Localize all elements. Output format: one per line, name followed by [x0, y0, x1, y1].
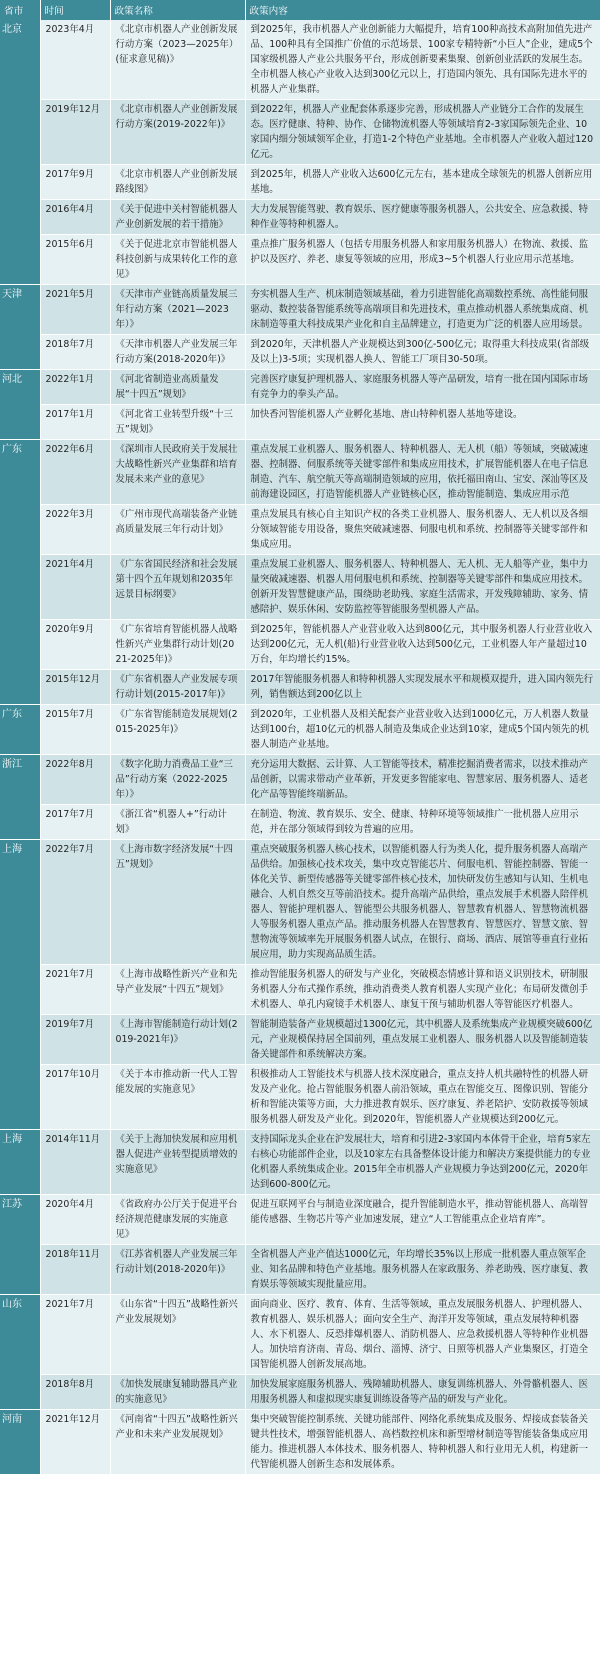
policy-content-cell: 全省机器人产业产值达1000亿元，年均增长35%以上形成一批机器人重点领军企业、知名品牌和特色产业基地。服务机器人在家政服务、养老助残、医疗康复、教育娱乐等领域实现批量应用。 — [245, 1245, 600, 1295]
policy-name-cell: 《上海市战略性新兴产业和先导产业发展“十四五”规划》 — [110, 965, 245, 1015]
table-row — [0, 1130, 600, 1195]
policy-name-cell: 《广东省国民经济和社会发展第十四个五年规划和2035年远景目标纲要》 — [110, 555, 245, 620]
time-cell: 2022年6月 — [40, 440, 110, 505]
table-row — [0, 1195, 600, 1245]
province-cell: 北京 — [0, 20, 40, 285]
table-row — [0, 20, 600, 100]
policy-name-cell: 《关于上海加快发展和应用机器人促进产业转型提质增效的实施意见》 — [110, 1130, 245, 1195]
policy-name-cell: 《省政府办公厅关于促进平台经济规范健康发展的实施意见》 — [110, 1195, 245, 1245]
policy-name-cell: 《广州市现代高端装备产业链高质量发展三年行动计划》 — [110, 505, 245, 555]
policy-content-cell: 重点突破服务机器人核心技术，以智能机器人行为类人化，提升服务机器人高端产品供给。加强核心技术攻关，集中攻克智能芯片、伺服电机、智能控制器、智能一体化关节、新型传感器等关键零部件核心技术，加快研发仿生感知与认知、生机电融合、人机自然交互等前沿技术。提升高端产品供给，重点发展手术机器人陪伴机器人、智能护理机器人、智能型公共服务机器人、智慧教育机器人、智慧物流机器人等服务机器人重点产品。推动服务机器人在智慧教育、智慧医疗、智慧文旅、智慧物流等领域率先开展服务机器人试点，在银行、商场、酒店、展馆等垂直行业拓展应用，助力实现高品质生活。 — [245, 840, 600, 965]
table-row — [0, 335, 600, 370]
header-policy-content: 政策内容 — [245, 0, 600, 20]
time-cell: 2015年7月 — [40, 705, 110, 755]
table-row — [0, 370, 600, 405]
policy-name-cell: 《河北省制造业高质量发展“十四五”规划》 — [110, 370, 245, 405]
policy-content-cell: 推动智能服务机器人的研发与产业化，突破模态情感计算和语义识别技术，研制服务机器人分布式操作系统，推动消费类人教育机器人实现产业化；布局研发微创手术机器人、单孔内窥镜手术机器人、康复干预与辅助机器人等智能医疗机器人。 — [245, 965, 600, 1015]
policy-name-cell: 《天津市机器人产业发展三年行动方案(2018-2020年)》 — [110, 335, 245, 370]
time-cell: 2021年12月 — [40, 1410, 110, 1475]
policy-name-cell: 《天津市产业链高质量发展三年行动方案（2021—2023年）》 — [110, 285, 245, 335]
policy-name-cell: 《广东省智能制造发展规划(2015-2025年)》 — [110, 705, 245, 755]
header-time: 时间 — [40, 0, 110, 20]
table-row — [0, 1295, 600, 1375]
policy-content-cell: 面向商业、医疗、教育、体育、生活等领域，重点发展服务机器人、护理机器人、教育机器人、娱乐机器人；面向安全生产、海洋开发等领域，重点发展特种机器人、水下机器人、反恐排爆机器人、消防机器人、应急救援机器人等特种作业机器人。加快培育济南、青岛、烟台、淄博、济宁、日照等机器人产业集聚区，打造全国智能机器人创新发展高地。 — [245, 1295, 600, 1375]
table-row — [0, 620, 600, 670]
policy-name-cell: 《河北省工业转型升级“十三五”规划》 — [110, 405, 245, 440]
table-row — [0, 670, 600, 705]
table-row — [0, 405, 600, 440]
policy-content-cell: 积极推动人工智能技术与机器人技术深度融合，重点支持人机共融特性的机器人研发及产业化。抢占智能服务机器人前沿领域，重点在智能交互、图像识别、智能分析和智能决策等方面，大力推进教育娱乐、医疗康复、养老陪护、安防救援等领域服务机器人研发及产业化。到2020年，智能机器人产业规模达到200亿元。 — [245, 1065, 600, 1130]
policy-content-cell: 重点发展工业机器人、服务机器人、特种机器人、无人机（船）等领域，突破减速器、控制器、伺服系统等关键零部件和集成应用技术，扩展智能机器人在电子信息制造、汽车、航空航天等高端制造领域的应用，依托福田南山、宝安、深汕等区及前海建设园区，打造智能机器人产业链核心区，推动智能制造、集成应用示范 — [245, 440, 600, 505]
time-cell: 2018年7月 — [40, 335, 110, 370]
table-row — [0, 235, 600, 285]
time-cell: 2018年8月 — [40, 1375, 110, 1410]
time-cell: 2017年10月 — [40, 1065, 110, 1130]
table-row — [0, 555, 600, 620]
policy-name-cell: 《河南省“十四五”战略性新兴产业和未来产业发展规划》 — [110, 1410, 245, 1475]
time-cell: 2020年4月 — [40, 1195, 110, 1245]
province-cell: 广东 — [0, 440, 40, 705]
table-row — [0, 755, 600, 805]
time-cell: 2015年6月 — [40, 235, 110, 285]
policy-name-cell: 《浙江省“机器人+”行动计划》 — [110, 805, 245, 840]
time-cell: 2022年3月 — [40, 505, 110, 555]
table-row — [0, 165, 600, 200]
time-cell: 2021年4月 — [40, 555, 110, 620]
policy-content-cell: 加快发展家庭服务机器人、残障辅助机器人、康复训练机器人、外骨骼机器人、医用服务机器人和虚拟现实康复训练设备等产品的研发与产业化。 — [245, 1375, 600, 1410]
policy-name-cell: 《关于促进中关村智能机器人产业创新发展的若干措施》 — [110, 200, 245, 235]
policy-content-cell: 促进互联网平台与制造业深度融合，提升智能制造水平，推动智能机器人、高端智能传感器、生物芯片等产业加速发展，建立“人工智能重点企业培育库”。 — [245, 1195, 600, 1245]
header-policy-name: 政策名称 — [110, 0, 245, 20]
time-cell: 2016年4月 — [40, 200, 110, 235]
policy-content-cell: 智能制造装备产业规模超过1300亿元，其中机器人及系统集成产业规模突破600亿元，产业规模保持居全国前列，重点发展工业机器人、服务机器人以及智能制造装备关键部件和系统解决方案。 — [245, 1015, 600, 1065]
policy-content-cell: 夯实机器人生产、机床制造领域基础，着力引进智能化高端数控系统、高性能伺服驱动、数控装备智能系统等高端项目和先进技术，重点推动机器人系统集成商、机床制造等重大科技成果产业化和自主品牌建立，打造更为广泛的机器人应用场景。 — [245, 285, 600, 335]
time-cell: 2017年9月 — [40, 165, 110, 200]
table-row — [0, 840, 600, 965]
time-cell: 2017年1月 — [40, 405, 110, 440]
header-province: 省市 — [0, 0, 40, 20]
table-row — [0, 805, 600, 840]
policy-name-cell: 《数字化助力消费品工业“三品”行动方案（2022-2025年）》 — [110, 755, 245, 805]
table-row — [0, 1375, 600, 1410]
table-row — [0, 965, 600, 1015]
policy-name-cell: 《北京市机器人产业创新发展行动方案（2023—2025年）(征求意见稿)》 — [110, 20, 245, 100]
time-cell: 2021年7月 — [40, 965, 110, 1015]
policy-name-cell: 《关于促进北京市智能机器人科技创新与成果转化工作的意见》 — [110, 235, 245, 285]
time-cell: 2019年7月 — [40, 1015, 110, 1065]
policy-content-cell: 大力发展智能驾驶、教育娱乐、医疗健康等服务机器人，公共安全、应急救援、特种作业等特种机器人。 — [245, 200, 600, 235]
province-cell: 天津 — [0, 285, 40, 370]
policy-name-cell: 《上海市数字经济发展“十四五”规划》 — [110, 840, 245, 965]
policy-content-cell: 完善医疗康复护理机器人、家庭服务机器人等产品研发，培育一批在国内国际市场有竞争力的拳头产品。 — [245, 370, 600, 405]
province-cell: 上海 — [0, 1130, 40, 1195]
province-cell: 山东 — [0, 1295, 40, 1410]
time-cell: 2020年9月 — [40, 620, 110, 670]
province-cell: 上海 — [0, 840, 40, 1130]
policy-content-cell: 到2020年，工业机器人及相关配套产业营业收入达到1000亿元，万人机器人数量达到100台，超10亿元的机器人制造及集成企业达到10家，建成5个国内领先的机器人制造产业基地。 — [245, 705, 600, 755]
policy-name-cell: 《北京市机器人产业创新发展路线图》 — [110, 165, 245, 200]
table-body — [0, 20, 600, 1475]
policy-name-cell: 《关于本市推动新一代人工智能发展的实施意见》 — [110, 1065, 245, 1130]
table-row — [0, 1015, 600, 1065]
policy-content-cell: 重点推广服务机器人（包括专用服务机器人和家用服务机器人）在物流、救援、监护以及医疗、养老、康复等领域的应用，形成3~5个机器人行业应用示范基地。 — [245, 235, 600, 285]
table-row — [0, 200, 600, 235]
province-cell: 江苏 — [0, 1195, 40, 1295]
table-row — [0, 100, 600, 165]
province-cell: 广东 — [0, 705, 40, 755]
time-cell: 2022年8月 — [40, 755, 110, 805]
policy-content-cell: 到2022年，机器人产业配套体系逐步完善，形成机器人产业链分工合作的发展生态。医疗健康、特种、协作、仓储物流机器人等领域培育2-3家国际领先企业、10家国内细分领域领军企业，打造1-2个特色产业基地。全市机器人产业收入超过120亿元。 — [245, 100, 600, 165]
policy-name-cell: 《深圳市人民政府关于发展壮大战略性新兴产业集群和培育发展未来产业的意见》 — [110, 440, 245, 505]
policy-name-cell: 《广东省机器人产业发展专项行动计划(2015-2017年)》 — [110, 670, 245, 705]
policy-content-cell: 充分运用大数据、云计算、人工智能等技术，精准挖掘消费者需求，以技术推动产品创新，以需求带动产业革新，开发更多智能家电、智慧家居、服务机器人、适老化产品等智能终端新品。 — [245, 755, 600, 805]
table-row — [0, 1410, 600, 1475]
time-cell: 2022年1月 — [40, 370, 110, 405]
table-row — [0, 705, 600, 755]
time-cell: 2023年4月 — [40, 20, 110, 100]
table-row — [0, 440, 600, 505]
time-cell: 2015年12月 — [40, 670, 110, 705]
policy-name-cell: 《上海市智能制造行动计划(2019-2021年)》 — [110, 1015, 245, 1065]
policy-content-cell: 支持国际龙头企业在沪发展壮大，培育和引进2-3家国内本体骨干企业，培育5家左右核心功能部件企业，以及10家左右具备整体设计能力和解决方案提供能力的专业化机器人系统集成企业。2015年全市机器人产业规模力争达到200亿元，2020年达到600-800亿元。 — [245, 1130, 600, 1195]
policy-name-cell: 《江苏省机器人产业发展三年行动计划(2018-2020年)》 — [110, 1245, 245, 1295]
table-row — [0, 1065, 600, 1130]
table-header-row — [0, 0, 600, 20]
time-cell: 2019年12月 — [40, 100, 110, 165]
policy-content-cell: 集中突破智能控制系统、关键功能部件、网络化系统集成及服务、焊接成套装备关键共性技术，增强智能机器人、高档数控机床和新型增材制造等智能装备集成应用能力。推进机器人本体技术、服务机器人、特种机器人和行业用无人机，构建新一代智能机器人创新生态和发展体系。 — [245, 1410, 600, 1475]
time-cell: 2021年7月 — [40, 1295, 110, 1375]
policy-content-cell: 重点发展工业机器人、服务机器人、特种机器人、无人机、无人船等产业，集中力量突破减速器、机器人用伺服电机和系统、控制器等关键零部件和集成应用技术。创新开发智慧健康产品，围绕助老助残、家庭生活需求，开发残障辅助、家务、情感陪护、娱乐休闲、安防监控等智能服务型机器人产品。 — [245, 555, 600, 620]
policy-content-cell: 重点发展具有核心自主知识产权的各类工业机器人、服务机器人、无人机以及各细分领域智能专用设备，聚焦突破减速器、伺服电机和系统、控制器等关键零部件和集成应用。 — [245, 505, 600, 555]
policy-name-cell: 《山东省“十四五”战略性新兴产业发展规划》 — [110, 1295, 245, 1375]
table-row — [0, 505, 600, 555]
time-cell: 2017年7月 — [40, 805, 110, 840]
time-cell: 2014年11月 — [40, 1130, 110, 1195]
policy-name-cell: 《加快发展康复辅助器具产业的实施意见》 — [110, 1375, 245, 1410]
policy-content-cell: 加快香河智能机器人产业孵化基地、唐山特种机器人基地等建设。 — [245, 405, 600, 440]
policy-content-cell: 到2025年，我市机器人产业创新能力大幅提升，培育100种高技术高附加值先进产品、100种具有全国推广价值的示范场景、100家专精特新“小巨人”企业，建成5个国家级机器人产业公共服务平台，形成创新要素集聚、创新创业活跃的发展生态。全市机器人核心产业收入达到300亿元以上，打造国内领先、具有国际先进水平的机器人产业集群。 — [245, 20, 600, 100]
province-cell: 河北 — [0, 370, 40, 440]
policy-content-cell: 在制造、物流、教育娱乐、安全、健康、特种环境等领域推广一批机器人应用示范，并在部分领域得到较为普遍的应用。 — [245, 805, 600, 840]
table-row — [0, 285, 600, 335]
policy-name-cell: 《北京市机器人产业创新发展行动方案(2019-2022年)》 — [110, 100, 245, 165]
policy-content-cell: 到2025年，机器人产业收入达600亿元左右，基本建成全球领先的机器人创新应用基地。 — [245, 165, 600, 200]
province-cell: 浙江 — [0, 755, 40, 840]
time-cell: 2021年5月 — [40, 285, 110, 335]
policy-content-cell: 到2020年，天津机器人产业规模达到300亿-500亿元；取得重大科技成果(省部级及以上)3-5项；实现机器人换人、智能工厂项目30-50项。 — [245, 335, 600, 370]
policy-content-cell: 到2025年，智能机器人产业营业收入达到800亿元，其中服务机器人行业营业收入达到200亿元，无人机(船)行业营业收入达到500亿元，工业机器人年产量超过10万台，年均增长约15%。 — [245, 620, 600, 670]
policy-name-cell: 《广东省培育智能机器人战略性新兴产业集群行动计划(2021-2025年)》 — [110, 620, 245, 670]
policy-content-cell: 2017年智能服务机器人和特种机器人实现发展水平和规模双提升，进入国内领先行列，销售额达到200亿以上 — [245, 670, 600, 705]
province-cell: 河南 — [0, 1410, 40, 1475]
time-cell: 2018年11月 — [40, 1245, 110, 1295]
time-cell: 2022年7月 — [40, 840, 110, 965]
table-row — [0, 1245, 600, 1295]
